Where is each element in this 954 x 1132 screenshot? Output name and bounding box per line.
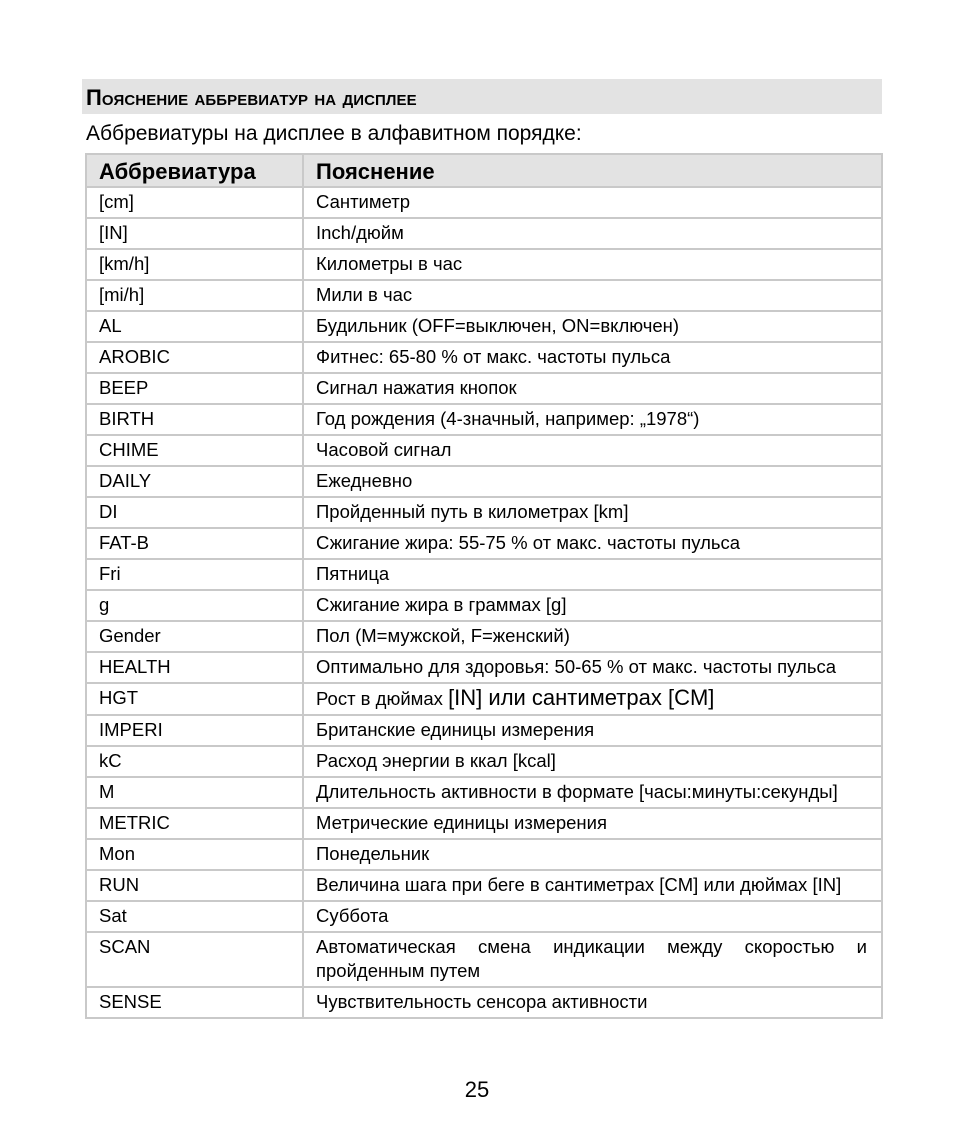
- explanation-cell: Ежедневно: [303, 466, 882, 497]
- table-row: [86, 311, 882, 342]
- table-row: [86, 590, 882, 621]
- explanation-cell: Длительность активности в формате [часы:минуты:секунды]: [303, 777, 882, 808]
- explanation-cell: Метрические единицы измерения: [303, 808, 882, 839]
- abbreviation-cell: HGT: [86, 683, 303, 715]
- header-abbreviation: Аббревиатура: [86, 154, 303, 187]
- abbreviation-cell: g: [86, 590, 303, 621]
- abbreviation-cell: METRIC: [86, 808, 303, 839]
- table-row: [86, 987, 882, 1018]
- table-row: [86, 839, 882, 870]
- abbreviation-cell: BEEP: [86, 373, 303, 404]
- explanation-cell: Оптимально для здоровья: 50-65 % от макс. частоты пульса: [303, 652, 882, 683]
- explanation-cell: Inch/дюйм: [303, 218, 882, 249]
- table-row: [86, 218, 882, 249]
- explanation-cell: Автоматическая смена индикации между скоростью и пройденным путем: [303, 932, 882, 987]
- abbreviation-cell: AL: [86, 311, 303, 342]
- abbreviation-cell: AROBIC: [86, 342, 303, 373]
- section-title: Пояснение аббревиатур на дисплее: [86, 85, 417, 110]
- table-row: [86, 683, 882, 715]
- abbreviation-cell: M: [86, 777, 303, 808]
- abbreviation-cell: Mon: [86, 839, 303, 870]
- table-row: [86, 342, 882, 373]
- explanation-cell: Сжигание жира в граммах [g]: [303, 590, 882, 621]
- section-heading-bar: [82, 79, 882, 114]
- explanation-cell: Будильник (OFF=выключен, ON=включен): [303, 311, 882, 342]
- abbreviation-cell: Sat: [86, 901, 303, 932]
- explanation-text: Рост в дюймах: [316, 688, 443, 709]
- explanation-cell: Величина шага при беге в сантиметрах [CM] или дюймах [IN]: [303, 870, 882, 901]
- abbreviation-cell: kC: [86, 746, 303, 777]
- abbreviation-cell: DI: [86, 497, 303, 528]
- abbreviation-cell: Fri: [86, 559, 303, 590]
- abbreviation-table: [85, 153, 883, 1019]
- abbreviation-cell: CHIME: [86, 435, 303, 466]
- abbreviation-cell: SCAN: [86, 932, 303, 987]
- intro-text: Аббревиатуры на дисплее в алфавитном порядке:: [86, 122, 582, 145]
- table-row: [86, 746, 882, 777]
- abbreviation-cell: DAILY: [86, 466, 303, 497]
- explanation-cell: Пройденный путь в километрах [km]: [303, 497, 882, 528]
- page-number: 25: [464, 1077, 490, 1102]
- table-row: [86, 280, 882, 311]
- abbreviation-cell: [cm]: [86, 187, 303, 218]
- explanation-cell: Расход энергии в ккал [kcal]: [303, 746, 882, 777]
- table-row: [86, 373, 882, 404]
- abbreviation-cell: [mi/h]: [86, 280, 303, 311]
- table-row: [86, 497, 882, 528]
- table-header-row: [86, 154, 882, 187]
- abbreviation-cell: BIRTH: [86, 404, 303, 435]
- explanation-cell: Сжигание жира: 55-75 % от макс. частоты пульса: [303, 528, 882, 559]
- table-row: [86, 404, 882, 435]
- explanation-cell: Британские единицы измерения: [303, 715, 882, 746]
- table-row: [86, 435, 882, 466]
- abbreviation-cell: RUN: [86, 870, 303, 901]
- explanation-cell: Мили в час: [303, 280, 882, 311]
- table-row: [86, 808, 882, 839]
- abbreviation-cell: IMPERI: [86, 715, 303, 746]
- explanation-cell: Год рождения (4-значный, например: „1978“): [303, 404, 882, 435]
- explanation-cell: Фитнес: 65-80 % от макс. частоты пульса: [303, 342, 882, 373]
- explanation-cell: Пол (M=мужской, F=женский): [303, 621, 882, 652]
- table-row: [86, 559, 882, 590]
- table-row: [86, 777, 882, 808]
- explanation-text-large: [IN] или сантиметрах [CM]: [448, 685, 715, 710]
- abbreviation-cell: [km/h]: [86, 249, 303, 280]
- explanation-cell: Чувствительность сенсора активности: [303, 987, 882, 1018]
- abbreviation-cell: HEALTH: [86, 652, 303, 683]
- explanation-cell: [303, 683, 882, 715]
- explanation-cell: Суббота: [303, 901, 882, 932]
- abbreviation-cell: Gender: [86, 621, 303, 652]
- explanation-cell: Сигнал нажатия кнопок: [303, 373, 882, 404]
- table-row: [86, 901, 882, 932]
- explanation-cell: Понедельник: [303, 839, 882, 870]
- table-row: [86, 652, 882, 683]
- explanation-cell: Сантиметр: [303, 187, 882, 218]
- explanation-cell: Часовой сигнал: [303, 435, 882, 466]
- explanation-cell: Километры в час: [303, 249, 882, 280]
- table-row: [86, 187, 882, 218]
- table-row: [86, 528, 882, 559]
- header-explanation: Пояснение: [303, 154, 882, 187]
- table-row: [86, 870, 882, 901]
- table-row: [86, 932, 882, 987]
- abbreviation-cell: SENSE: [86, 987, 303, 1018]
- explanation-cell: Пятница: [303, 559, 882, 590]
- table-row: [86, 715, 882, 746]
- abbreviation-cell: FAT-B: [86, 528, 303, 559]
- table-row: [86, 466, 882, 497]
- table-row: [86, 621, 882, 652]
- abbreviation-cell: [IN]: [86, 218, 303, 249]
- table-row: [86, 249, 882, 280]
